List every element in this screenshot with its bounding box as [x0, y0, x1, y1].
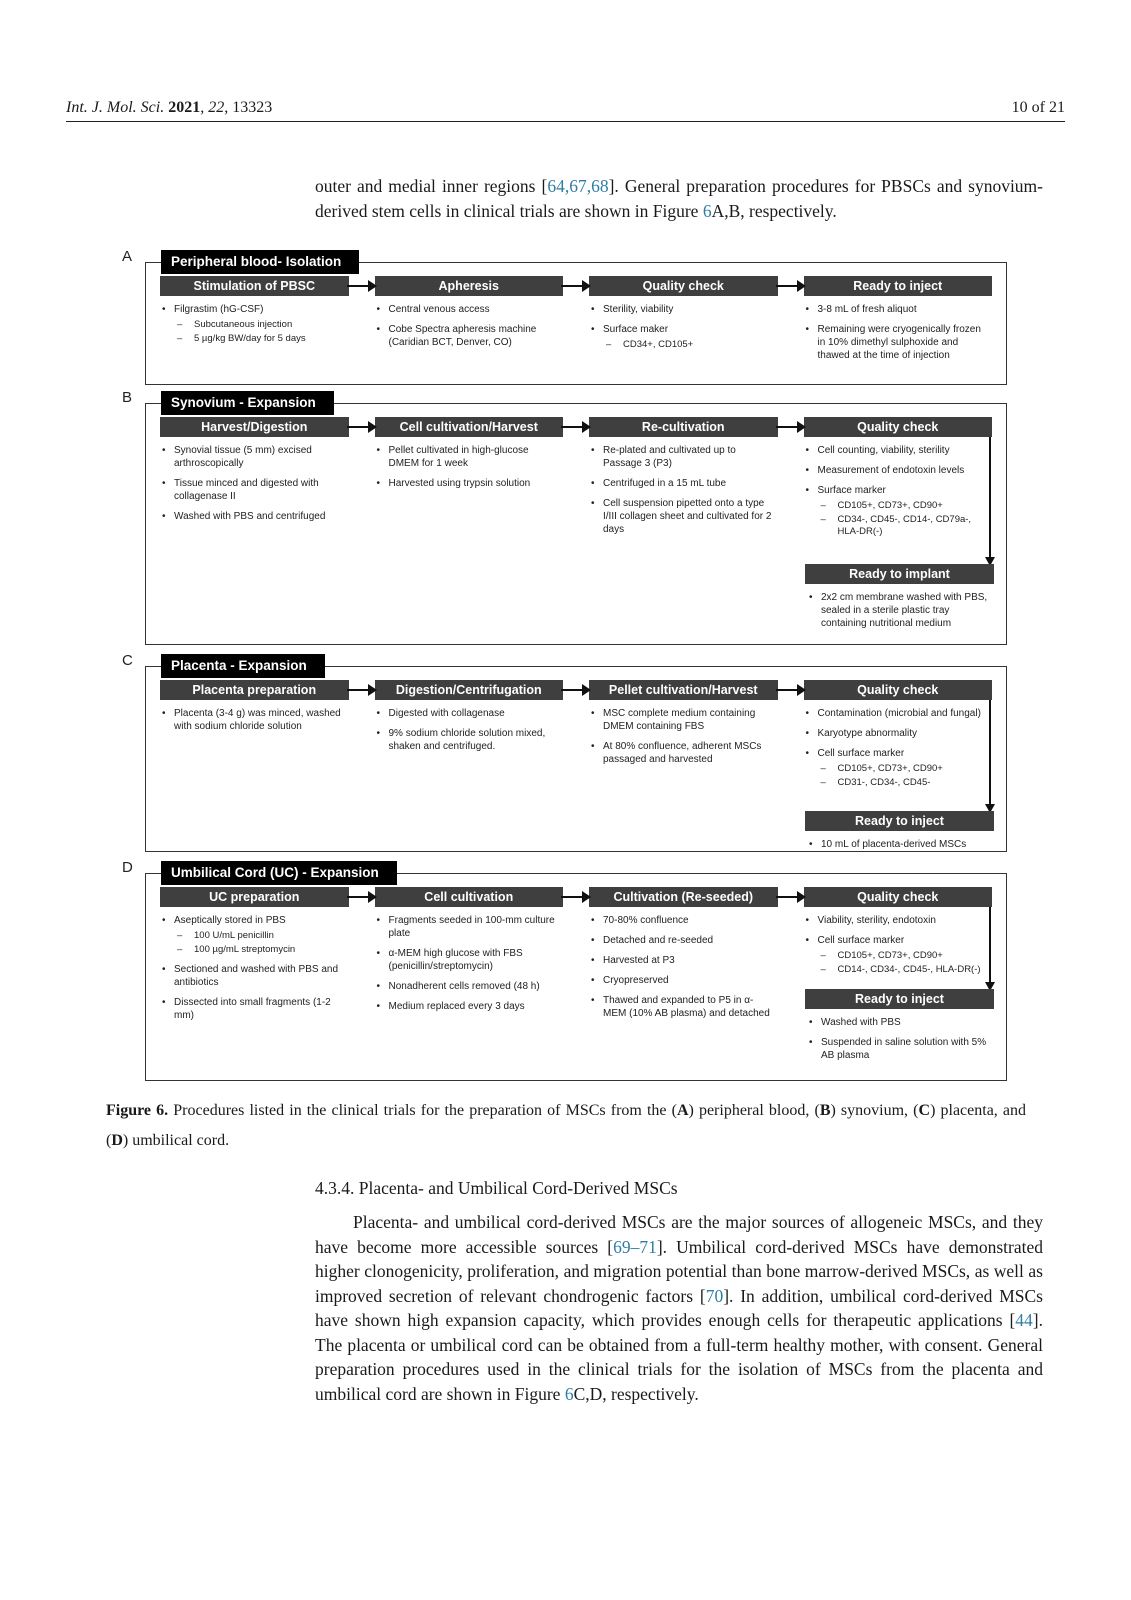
- bullet-icon: •: [376, 981, 381, 992]
- bullet-icon: •: [376, 324, 381, 335]
- bullet-icon: •: [805, 915, 810, 926]
- flow-step: [589, 887, 778, 1027]
- step-header: Pellet cultivation/Harvest: [589, 680, 778, 700]
- bullet-text: Washed with PBS: [821, 1017, 901, 1028]
- bullet-icon: •: [591, 955, 595, 966]
- bullet-text: Contamination (microbial and fungal): [817, 708, 981, 719]
- flow-step: [804, 887, 993, 983]
- bullet-item: [591, 303, 776, 316]
- page-number: 10 of 21: [1011, 99, 1065, 116]
- panel-a-flow: [146, 263, 1006, 369]
- bullet-icon: •: [805, 935, 810, 946]
- bullet-text: Centrifuged in a 15 mL tube: [603, 478, 727, 489]
- bullet-item: [806, 914, 991, 927]
- step-header: Harvest/Digestion: [160, 417, 349, 437]
- bullet-text: α-MEM high glucose with FBS (penicillin/streptomycin): [388, 948, 523, 972]
- bullet-icon: •: [376, 1001, 381, 1012]
- bullet-icon: •: [591, 478, 595, 489]
- bullet-icon: •: [809, 1017, 813, 1028]
- flow-step: [375, 680, 564, 760]
- bullet-text: Karyotype abnormality: [817, 728, 917, 739]
- bullet-icon: •: [805, 445, 810, 456]
- sub-bullet-text: CD105+, CD73+, CD90+: [837, 500, 943, 511]
- step-bullet-list: [589, 907, 778, 1020]
- step-bullet-list: [804, 907, 993, 976]
- bullet-text: Harvested using trypsin solution: [388, 478, 531, 489]
- bullet-icon: •: [805, 485, 810, 496]
- bold-text: A: [676, 1102, 689, 1119]
- bold-text: D: [111, 1132, 123, 1149]
- step-header: Quality check: [804, 887, 993, 907]
- panel-c: [122, 652, 1007, 852]
- arrow-right-icon: [349, 680, 375, 700]
- bullet-item: [591, 323, 776, 336]
- sub-bullet-text: CD34+, CD105+: [623, 339, 694, 350]
- citation-link[interactable]: 6: [702, 200, 712, 221]
- bullet-item: [591, 974, 776, 987]
- step-header: Digestion/Centrifugation: [375, 680, 564, 700]
- ready-header: Ready to inject: [805, 989, 994, 1009]
- arrow-right-icon: [349, 276, 375, 296]
- bullet-item: [162, 444, 347, 470]
- bullet-icon: •: [805, 728, 810, 739]
- bullet-item: [806, 727, 991, 740]
- bullet-icon: •: [591, 741, 595, 752]
- arrow-right-icon: [563, 276, 589, 296]
- bullet-item: [591, 740, 776, 766]
- flow-step: [375, 417, 564, 497]
- flow-step: [375, 276, 564, 356]
- sub-bullet-item: [177, 944, 347, 957]
- sub-bullet-item: [821, 777, 991, 790]
- bullet-icon: •: [591, 498, 595, 509]
- flow-step: [589, 417, 778, 543]
- text-run: Procedures listed in the clinical trials for the preparation of MSCs from the (: [168, 1102, 677, 1119]
- bullet-item: [377, 947, 562, 973]
- panel-b-label: B: [122, 389, 133, 406]
- text-run: ) synovium, (: [830, 1102, 919, 1119]
- sub-bullet-list: [821, 763, 991, 789]
- bullet-icon: •: [162, 478, 166, 489]
- bullet-item: [377, 1000, 562, 1013]
- bullet-text: 2x2 cm membrane washed with PBS, sealed in a sterile plastic tray containing nutritional medium: [821, 592, 988, 629]
- bullet-icon: •: [805, 748, 810, 759]
- step-bullet-list: [804, 700, 993, 789]
- text-run: ]. Umbilical cord-derived MSCs have demonstrated higher clonogenicity, proliferation, and migration potential than bone marrow-derived MSCs, as well as improved secretion of relevant chondrogenic factors [: [315, 1236, 1043, 1306]
- bullet-text: Thawed and expanded to P5 in α-MEM (10% AB plasma) and detached: [603, 995, 770, 1019]
- figure-6: [122, 248, 1007, 1081]
- panel-a-label: A: [122, 248, 133, 265]
- bullet-text: 10 mL of placenta-derived MSCs: [821, 839, 967, 850]
- sub-bullet-text: CD105+, CD73+, CD90+: [837, 763, 943, 774]
- step-header: Apheresis: [375, 276, 564, 296]
- panel-b-ready-box: [805, 564, 994, 637]
- step-header: Quality check: [589, 276, 778, 296]
- flow-step: [160, 276, 349, 352]
- step-bullet-list: [375, 700, 564, 753]
- bullet-icon: •: [591, 975, 595, 986]
- dash-icon: –: [177, 943, 183, 955]
- bullet-item: [591, 954, 776, 967]
- bullet-icon: •: [376, 728, 381, 739]
- bullet-item: [591, 444, 776, 470]
- sub-bullet-list: [821, 500, 991, 539]
- bullet-item: [806, 934, 991, 947]
- step-bullet-list: [589, 296, 778, 352]
- step-bullet-list: [804, 437, 993, 539]
- bullet-text: Fragments seeded in 100-mm culture plate: [388, 915, 555, 939]
- sub-bullet-text: CD34-, CD45-, CD14-, CD79a-, HLA-DR(-): [837, 513, 972, 537]
- bullet-text: Sectioned and washed with PBS and antibiotics: [174, 964, 338, 988]
- dash-icon: –: [177, 332, 183, 344]
- bullet-text: Cell surface marker: [817, 935, 905, 946]
- step-header: Placenta preparation: [160, 680, 349, 700]
- step-header: Ready to inject: [804, 276, 993, 296]
- arrow-down-icon: [989, 700, 991, 806]
- sub-bullet-text: CD31-, CD34-, CD45-: [837, 776, 931, 788]
- bullet-item: [377, 323, 562, 349]
- step-header: Quality check: [804, 417, 993, 437]
- journal-article-number: 13323: [232, 99, 273, 116]
- bullet-icon: •: [376, 304, 381, 315]
- sub-bullet-list: [606, 339, 776, 352]
- bullet-text: 9% sodium chloride solution mixed, shaken and centrifuged.: [388, 728, 546, 752]
- bullet-item: [591, 914, 776, 927]
- section-heading: 4.3.4. Placenta- and Umbilical Cord-Derived MSCs: [315, 1178, 678, 1198]
- step-bullet-list: [375, 296, 564, 349]
- bullet-icon: •: [591, 324, 595, 335]
- bullet-text: Detached and re-seeded: [603, 935, 714, 946]
- bullet-text: Cell surface marker: [817, 748, 905, 759]
- header-rule: [66, 121, 1065, 122]
- bullet-text: 70-80% confluence: [603, 915, 689, 926]
- bullet-text: Cell suspension pipetted onto a type I/III collagen sheet and cultivated for 2 days: [603, 498, 772, 535]
- flow-step: [160, 417, 349, 530]
- bullet-icon: •: [376, 445, 381, 456]
- bullet-text: Measurement of endotoxin levels: [817, 465, 965, 476]
- citation-link[interactable]: 6: [564, 1383, 574, 1404]
- text-run: ]. In addition, umbilical cord-derived MSCs have shown high expansion capacity, which provides enough cells for therapeutic applications [: [315, 1285, 1043, 1330]
- bullet-icon: •: [376, 478, 381, 489]
- bullet-text: Placenta (3-4 g) was minced, washed with sodium chloride solution: [174, 708, 341, 732]
- bullet-item: [162, 477, 347, 503]
- dash-icon: –: [820, 500, 826, 511]
- sub-bullet-item: [177, 333, 347, 346]
- bullet-icon: •: [162, 708, 166, 719]
- bullet-icon: •: [591, 708, 595, 719]
- bullet-text: Viability, sterility, endotoxin: [817, 915, 936, 926]
- bullet-text: Central venous access: [388, 304, 490, 315]
- bullet-icon: •: [162, 964, 166, 975]
- sub-bullet-item: [821, 763, 991, 776]
- dash-icon: –: [820, 963, 826, 975]
- ready-bullet-list: [805, 584, 994, 630]
- flow-step: [589, 276, 778, 359]
- arrow-down-icon: [989, 437, 991, 559]
- bullet-text: Washed with PBS and centrifuged: [174, 511, 326, 522]
- bullet-item: [806, 484, 991, 497]
- bullet-icon: •: [162, 511, 166, 522]
- bullet-icon: •: [591, 304, 595, 315]
- step-header: Cultivation (Re-seeded): [589, 887, 778, 907]
- intro-paragraph: [315, 174, 1043, 223]
- bullet-item: [809, 591, 992, 630]
- bullet-text: 3-8 mL of fresh aliquot: [817, 304, 917, 315]
- bullet-item: [809, 1016, 992, 1029]
- sub-bullet-item: [821, 950, 991, 963]
- step-header: Cell cultivation: [375, 887, 564, 907]
- bullet-item: [591, 707, 776, 733]
- flow-step: [160, 680, 349, 740]
- arrow-right-icon: [778, 276, 804, 296]
- bullet-icon: •: [591, 915, 595, 926]
- sub-bullet-text: 100 µg/mL streptomycin: [194, 943, 296, 955]
- sub-bullet-item: [821, 964, 991, 977]
- bullet-item: [162, 996, 347, 1022]
- sub-bullet-text: 5 µg/kg BW/day for 5 days: [194, 332, 306, 344]
- step-header: UC preparation: [160, 887, 349, 907]
- bullet-text: Cell counting, viability, sterility: [817, 445, 950, 456]
- ready-bullet-list: [805, 1009, 994, 1062]
- bold-text: Figure 6.: [106, 1102, 169, 1119]
- bullet-icon: •: [162, 915, 166, 926]
- bullet-text: Cryopreserved: [603, 975, 669, 986]
- bullet-item: [809, 1036, 992, 1062]
- bullet-item: [377, 980, 562, 993]
- step-bullet-list: [589, 700, 778, 766]
- sub-bullet-list: [177, 930, 347, 956]
- arrow-right-icon: [563, 887, 589, 907]
- bullet-text: Aseptically stored in PBS: [174, 915, 286, 926]
- bullet-icon: •: [376, 708, 381, 719]
- bullet-item: [806, 444, 991, 457]
- body-paragraph: [315, 1210, 1043, 1406]
- flow-step: [804, 680, 993, 796]
- text-run: Placenta- and umbilical cord-derived MSCs are the major sources of allogeneic MSCs, and they have become more accessible sources [: [315, 1212, 1043, 1257]
- dash-icon: –: [177, 319, 183, 330]
- step-bullet-list: [589, 437, 778, 536]
- text-run: outer and medial inner regions [: [315, 176, 548, 196]
- panel-b-title: Synovium - Expansion: [161, 391, 334, 415]
- journal-header: [66, 99, 1065, 117]
- bullet-item: [377, 303, 562, 316]
- bullet-text: Tissue minced and digested with collagenase II: [174, 478, 319, 502]
- bullet-icon: •: [162, 997, 166, 1008]
- sub-bullet-text: Subcutaneous injection: [194, 319, 293, 330]
- dash-icon: –: [820, 776, 826, 788]
- arrow-right-icon: [778, 887, 804, 907]
- bullet-icon: •: [805, 708, 810, 719]
- panel-b: [122, 389, 1007, 645]
- bullet-item: [591, 497, 776, 536]
- citation-link[interactable]: 70: [705, 1285, 724, 1306]
- bullet-item: [809, 838, 992, 851]
- journal-citation: Int. J. Mol. Sci. 2021, 22, 13323: [66, 99, 273, 116]
- bullet-icon: •: [805, 465, 810, 476]
- bullet-text: Digested with collagenase: [388, 708, 505, 719]
- bullet-icon: •: [805, 304, 810, 315]
- arrow-right-icon: [778, 680, 804, 700]
- flow-step: [804, 417, 993, 546]
- arrow-right-icon: [563, 417, 589, 437]
- arrow-right-icon: [778, 417, 804, 437]
- bullet-item: [162, 303, 347, 316]
- bold-text: B: [819, 1102, 831, 1119]
- bullet-item: [806, 323, 991, 362]
- panel-c-ready-box: [805, 811, 994, 858]
- bullet-item: [806, 747, 991, 760]
- step-bullet-list: [804, 296, 993, 362]
- ready-bullet-list: [805, 831, 994, 851]
- bullet-text: Pellet cultivated in high-glucose DMEM for 1 week: [388, 445, 529, 469]
- flow-step: [804, 276, 993, 369]
- figure-caption: [106, 1096, 1026, 1156]
- bullet-text: Medium replaced every 3 days: [388, 1001, 525, 1012]
- step-bullet-list: [375, 437, 564, 490]
- bullet-icon: •: [805, 324, 810, 335]
- bullet-text: Surface maker: [603, 324, 669, 335]
- panel-a-title: Peripheral blood- Isolation: [161, 250, 359, 274]
- bullet-text: Nonadherent cells removed (48 h): [388, 981, 540, 992]
- bullet-item: [806, 303, 991, 316]
- text-run: ) umbilical cord.: [122, 1132, 230, 1149]
- text-run: ]. The placenta or umbilical cord can be obtained from a full-term healthy mother, with consent. General preparation procedures used in the clinical trials for the isolation of MSCs from the placenta and umbilical cord are shown in Figure: [315, 1310, 1043, 1404]
- journal-volume: 22: [208, 99, 225, 116]
- sub-bullet-item: [606, 339, 776, 352]
- bold-text: C: [918, 1102, 931, 1119]
- citation-link[interactable]: 69–71: [613, 1236, 657, 1257]
- arrow-right-icon: [563, 680, 589, 700]
- dash-icon: –: [606, 339, 612, 350]
- panel-d-ready-box: [805, 989, 994, 1069]
- sub-bullet-list: [821, 950, 991, 976]
- bullet-text: Suspended in saline solution with 5% AB plasma: [821, 1037, 987, 1061]
- bullet-text: Harvested at P3: [603, 955, 675, 966]
- dash-icon: –: [820, 513, 826, 525]
- bullet-icon: •: [591, 995, 595, 1006]
- bullet-item: [591, 994, 776, 1020]
- arrow-right-icon: [349, 887, 375, 907]
- bullet-item: [806, 464, 991, 477]
- text-run: C,D, respectively.: [573, 1383, 699, 1404]
- step-header: Stimulation of PBSC: [160, 276, 349, 296]
- bullet-icon: •: [591, 935, 595, 946]
- text-run: ]. General preparation procedures for PBSCs and synovium-derived stem cells in clinical trials are shown in Figure: [315, 176, 1044, 221]
- text-run: ) placenta, and (: [106, 1102, 1027, 1149]
- sub-bullet-item: [821, 500, 991, 513]
- bullet-item: [591, 934, 776, 947]
- step-bullet-list: [160, 907, 349, 1022]
- bullet-text: Cobe Spectra apheresis machine (Caridian BCT, Denver, CO): [388, 324, 537, 348]
- sub-bullet-item: [177, 319, 347, 332]
- panel-c-flow: [146, 667, 1006, 796]
- bullet-text: Filgrastim (hG-CSF): [174, 304, 264, 315]
- bullet-item: [806, 707, 991, 720]
- bullet-item: [377, 477, 562, 490]
- text-run: A,B, respectively.: [711, 200, 837, 221]
- text-run: ) peripheral blood, (: [688, 1102, 820, 1119]
- dash-icon: –: [820, 950, 826, 961]
- flow-step: [375, 887, 564, 1020]
- step-header: Cell cultivation/Harvest: [375, 417, 564, 437]
- flow-step: [160, 887, 349, 1029]
- bullet-icon: •: [376, 915, 381, 926]
- bullet-icon: •: [809, 1037, 813, 1048]
- panel-c-title: Placenta - Expansion: [161, 654, 325, 678]
- bullet-text: At 80% confluence, adherent MSCs passaged and harvested: [603, 741, 762, 765]
- bullet-item: [377, 707, 562, 720]
- panel-a: [122, 248, 1007, 385]
- bullet-item: [377, 444, 562, 470]
- bullet-item: [377, 727, 562, 753]
- bullet-text: Re-plated and cultivated up to Passage 3 (P3): [603, 445, 736, 469]
- bullet-item: [162, 707, 347, 733]
- panel-d-label: D: [122, 859, 133, 876]
- bullet-item: [162, 963, 347, 989]
- citation-link[interactable]: 44: [1015, 1310, 1033, 1330]
- flow-step: [589, 680, 778, 773]
- bullet-item: [591, 477, 776, 490]
- bullet-icon: •: [162, 304, 166, 315]
- bullet-item: [377, 914, 562, 940]
- arrow-down-icon: [989, 907, 991, 984]
- dash-icon: –: [177, 930, 183, 941]
- dash-icon: –: [820, 763, 826, 774]
- panel-d: [122, 859, 1007, 1081]
- bullet-text: Sterility, viability: [603, 304, 674, 315]
- bullet-item: [162, 914, 347, 927]
- bullet-icon: •: [809, 592, 813, 603]
- bullet-icon: •: [809, 839, 813, 850]
- step-bullet-list: [160, 700, 349, 733]
- step-bullet-list: [375, 907, 564, 1013]
- bullet-text: MSC complete medium containing DMEM containing FBS: [603, 708, 756, 732]
- sub-bullet-item: [177, 930, 347, 943]
- bullet-text: Remaining were cryogenically frozen in 10% dimethyl sulphoxide and thawed at the time of injection: [817, 324, 981, 361]
- step-header: Quality check: [804, 680, 993, 700]
- sub-bullet-item: [821, 514, 991, 539]
- sub-bullet-list: [177, 319, 347, 345]
- bullet-text: Dissected into small fragments (1-2 mm): [174, 997, 331, 1021]
- bullet-icon: •: [591, 445, 595, 456]
- journal-name: Int. J. Mol. Sci.: [66, 99, 165, 116]
- bullet-text: Surface marker: [817, 485, 886, 496]
- step-header: Re-cultivation: [589, 417, 778, 437]
- journal-year: 2021: [168, 99, 201, 116]
- panel-b-flow: [146, 404, 1006, 546]
- step-bullet-list: [160, 296, 349, 345]
- ready-header: Ready to implant: [805, 564, 994, 584]
- ready-header: Ready to inject: [805, 811, 994, 831]
- arrow-right-icon: [349, 417, 375, 437]
- citation-link[interactable]: 64,67,68: [547, 176, 609, 196]
- panel-d-title: Umbilical Cord (UC) - Expansion: [161, 861, 397, 885]
- bullet-icon: •: [162, 445, 166, 456]
- bullet-text: Synovial tissue (5 mm) excised arthroscopically: [174, 445, 312, 469]
- panel-c-label: C: [122, 652, 133, 669]
- bullet-icon: •: [376, 948, 381, 959]
- bullet-item: [162, 510, 347, 523]
- step-bullet-list: [160, 437, 349, 523]
- sub-bullet-text: 100 U/mL penicillin: [194, 930, 274, 941]
- sub-bullet-text: CD105+, CD73+, CD90+: [837, 950, 943, 961]
- sub-bullet-text: CD14-, CD34-, CD45-, HLA-DR(-): [837, 963, 981, 975]
